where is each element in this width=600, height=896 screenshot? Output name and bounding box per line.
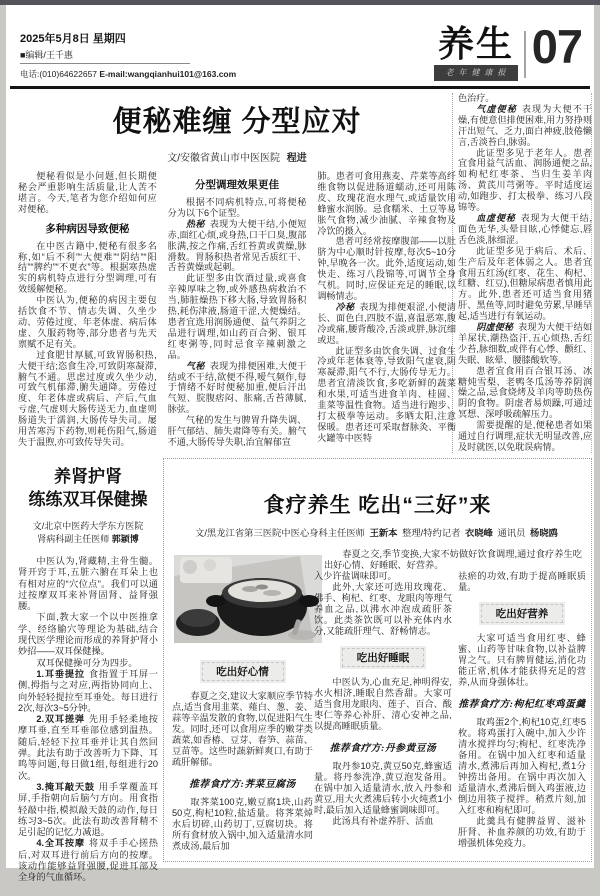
paragraph: 春夏之交,建议大家顺应季节特点,适当食用韭菜、薤白、葱、姜、蒜等辛温发散的食物,以促进阳气生发。同时,还可以食用应季的嫩芽类蔬菜,如香椿、豆芽、春笋、蒜苗、豆苗等。这些时蔬新鲜爽口,有助于疏肝解郁。 [172,691,313,767]
byline-author: 程进 [286,153,307,164]
paragraph: 此证型多由饮食失调、过食生冷或年老体衰等,导致阳气虚衰,阴寒凝滞,阳气不行,大肠传导无力。患者宜清淡饮食,多吃新鲜的蔬菜和水果,可适当进食羊肉、桂圆、韭菜等温性食物。适当进行跑步、打太极拳等运动。多晒太阳,注意保暖。患者还可采取督脉灸、平衡火罐等中医特 [317,345,457,443]
byline-title: 肾病科副主任医师 [37,534,110,544]
syndrome-term: 阴虚便秘 [476,322,514,333]
paragraph: 此证型多由饮酒过量,或喜食辛辣厚味之物,或外感热病救治不当,肺脏燥热下移大肠,导致胃肠积热,耗伤津液,肠道干涩,大便燥结。患者宜选用润肠通便、益气养阴之品进行调理,如山药百合粥、银耳红枣粥等,同时忌食辛辣刺激之品。 [167,273,307,360]
section-heading-nutrition: 吃出好营养 [479,602,565,625]
subheading: 多种病因导致便秘 [45,222,130,235]
byline-role: 通讯员 [497,528,526,538]
main-column-1 [18,171,157,448]
paragraph-text: 先用手轻柔地按摩耳垂,直至耳垂部位感到温热。随后,轻轻下拉耳垂并让其自然回弹。此法有助于改善听力下降、耳鸣等问题,每日做1组,每组进行20次。 [18,714,158,781]
paragraph [458,213,592,246]
diet-intro [324,549,582,571]
paragraph: 下面,教大家一个以中医推拿学、经络腧穴等理论为基础,结合现代医学理论而形成的养肾护肾小妙招——双耳保健操。 [18,612,158,657]
step-label: 3.掩耳敲天鼓 [36,781,95,792]
email-address: E-mail:wangqianhui101@163.com [99,69,237,79]
byline-affiliation: 文/北京中医药大学东方医院 [32,521,144,531]
step-label: 4.全耳按摩 [36,838,85,849]
paragraph: 中医认为,肾藏精,主骨生髓。肾开窍于耳,五脏六腑在耳朵上也有相对应的“穴位点”。我们可以通过按摩双耳来补肾固肾、益肾强腰。 [18,556,158,612]
paragraph-text: 表现为大便干结,小便短赤,面红心烦,或身热,口干口臭,腹部胀满,按之作痛,舌红苔黄或黄燥,脉滑数。胃肠积热者常见舌质红干、舌苔黄燥或起刺。 [167,218,307,273]
masthead-rule [10,86,590,89]
recipe-heading: 推荐食疗方:丹参黄豆汤 [329,743,437,754]
syndrome-term: 气虚便秘 [476,103,517,114]
section-name: 养生 [437,23,514,64]
paragraph: 色治疗。 [458,93,495,103]
section-logo [434,25,518,81]
paragraph-text: 表现为大便干结如羊屎状,潮热盗汗,五心烦热,舌红少苔,脉细数,或伴有心悸、颧红、失眠、眩晕、腰膝酸软等。 [458,322,592,365]
main-article-title: 便秘难缠 分型应对 [112,106,362,138]
byline-affiliation: 文/黑龙江省第三医院中医心身科主任医师 [195,528,365,538]
paragraph: 过食肥甘厚腻,可致胃肠积热,大便干结;恣食生冷,可致阴寒凝滞,腑气不通。思虑过度或久坐少动,可致气机郁滞,腑失通降。劳倦过度、年老体虚或病后、产后,气血亏虚,气虚则大肠传送无力,血虚则肠道失于濡润,大肠传导失司。屡用苦寒泻下药物,则耗伤阳气,肠道失于温煦,亦可致传导失司。 [18,349,157,447]
diet-column-1 [172,651,313,852]
paragraph: 气秘的发生与脾胃升降失调、肝气郁结、肺失肃降等有关。腑气不通,大肠传导失职,治宜解郁宣 [167,415,307,447]
paragraph: 根据不同病机特点,可将便秘分为以下6个证型。 [167,197,307,218]
page-number: 07 [531,20,582,73]
phone-number: 电话:(010)64622657 [20,69,98,79]
paragraph: 春夏之交,季节变换,大家不妨做好饮食调理,通过食疗养生吃出好心情、好睡眠、好营养。 [324,549,582,570]
issue-date: 2025年5月8日 星期四 [20,33,126,45]
diet-article-title: 食疗养生 吃出“三好”来 [263,494,492,517]
section-heading-mood: 吃出好心情 [200,660,286,683]
paragraph: 取荠菜100克,嫩豆腐1块,山药50克,枸杞10粒,盐适量。将荠菜焯水后切碎,山药切丁,豆腐切块。将所有食材放入锅中,加入适量清水同煮成汤,最后加 [172,797,313,851]
paragraph-text: 表现为排便艰涩,小便清长、面色白,四肢不温,喜温恶寒,腹冷或痛,腰背酸冷,舌淡或胖,脉沉细或迟。 [317,301,457,345]
paragraph [168,219,307,274]
paragraph-text: 表现为排便困难,大便干结或不干结,欲便不得,嗳气频作,每于情绪不好时便秘加重,便后汗出气短、脘腹痞闷、胀痛,舌苔薄腻,脉弦。 [167,360,307,415]
contact-line [20,68,236,80]
recipe-heading: 推荐食疗方:荠菜豆腐汤 [189,779,296,790]
paragraph [18,782,158,838]
diet-column-3 [458,571,586,849]
byline-author: 郭颖博 [111,534,139,544]
paragraph-text: 食指置于耳屏一侧,拇指与之对应,两指协同向上、向外轻轻提拉至耳垂处。每日进行2次,每次3~5分钟。 [18,668,158,713]
paragraph: 肺。患者可食用燕麦、芹菜等高纤维食物以促进肠道蠕动,还可用陈皮、玫瑰花泡水理气,或适量饮用蜂蜜水润肠。忌食糯米、土豆等易胀气食物,减少油腻、辛辣食物及冷饮的摄入。 [317,171,457,236]
logo-divider [524,31,526,78]
step-label: 2.双耳搓弹 [36,714,85,725]
paragraph: 祛瘀的功效,有助于提高睡眠质量。 [458,571,586,592]
paragraph: 便秘看似是小问题,但长期便秘会严重影响生活质量,让人苦不堪言。今天,笔者为您介绍如何应对便秘。 [18,171,157,214]
paragraph [18,838,158,883]
syndrome-term: 冷秘 [335,301,355,312]
editor-credit: ■编辑/王千惠 [20,50,73,60]
main-column-2 [168,171,307,448]
paragraph: 此证型多见于病后、术后、生产后及年老体弱之人。患者宜食用五红汤(红枣、花生、枸杞、红糖、红豆),但糖尿病患者慎用此方。此外,患者还可适当食用猪肝、黑鱼等,同时避免劳累,早睡早起,适当进行有氧运动。 [458,245,592,322]
paragraph: 此汤具有补虚养肝、活血 [332,816,434,826]
byline-author: 衣晓峰 [465,528,493,538]
byline-author-line [18,533,158,546]
main-article-byline [18,149,456,164]
main-article-columns [18,171,456,448]
paragraph [18,669,158,714]
byline-author: 杨晓鸥 [530,528,558,538]
paragraph [18,714,158,782]
paragraph-text: 将双手手心搓热后,对双耳进行前后方向的按摩。该动作能够益肾强腰,促进耳部及全身的气血循环。 [18,838,158,883]
kidney-article-byline [18,520,158,546]
diet-article-byline [164,525,591,539]
paragraph: 大家可适当食用红枣、蜂蜜、山药等甘味食物,以补益脾胃之气。只有脾胃健运,消化功能正常,机体才能获得充足的营养,从而身强体壮。 [458,633,586,687]
paragraph: 此羹具有健脾益胃、滋补肝肾、补血养颜的功效,有助于增强机体免疫力。 [458,816,586,848]
dish-photo [174,555,322,643]
paragraph: 取鸡蛋2个,枸杞10克,红枣5枚。将鸡蛋打入碗中,加入少许清水搅拌均匀;枸杞、红枣洗净备用。在锅中加入红枣和适量清水,煮沸后再加入枸杞,煮1分钟捞出备用。在锅中再次加入适量清水,煮沸后倒入鸡蛋液,边倒边用筷子搅拌。稍煮片刻,加入红枣和枸杞即可。 [458,717,586,815]
paragraph: 需要提醒的是,便秘患者如果通过自行调理,症状无明显改善,应及时就医,以免耽误病情。 [458,420,592,452]
paragraph-text: 用手掌覆盖耳屏,手指朝向后脑勺方向。用食指轻敲中指,模拟敲天鼓的动作,每日练习3~5次。此法有助改善肾精不足引起的记忆力减退。 [18,781,159,838]
paragraph: 取丹参10克,黄豆50克,蜂蜜适量。将丹参洗净,黄豆泡发备用。在锅中加入适量清水,放入丹参和黄豆,用大火煮沸后转小火炖煮1小时,最后加入适量蜂蜜调味即可。 [314,761,452,815]
paragraph: 中医认为,心血充足,神明得安,水火相济,睡眠自然香甜。大家可适当食用龙眼肉、莲子、百合、酸枣仁等养心补肝、清心安神之品,以提高睡眠质量。 [314,677,452,731]
kidney-article-title [18,465,158,511]
paragraph: 中医认为,便秘的病因主要包括饮食不节、情志失调、久坐少动、劳倦过度、年老体虚、病后体虚、久服药物等,部分患者与先天禀赋不足有关。 [18,295,157,349]
paper-sheet [6,5,594,883]
byline-author: 王新本 [369,528,398,538]
subheading: 分型调理效果更佳 [195,179,279,191]
byline-affiliation: 文/安徽省黄山市中医医院 [167,153,280,164]
kidney-article [18,465,158,884]
section-subname: 老年健康报 [434,65,518,81]
syndrome-term: 气秘 [185,360,205,371]
main-column-3 [317,171,456,448]
paragraph: 此外,大家还可选用玫瑰花、佛手、枸杞、红枣、龙眼肉等理气养血之品,以沸水冲泡成疏肝茶饮。此类茶饮既可以补充体内水分,又能疏肝理气、舒畅情志。 [314,582,452,636]
syndrome-term: 热秘 [185,218,205,229]
main-column-4 [458,93,592,453]
paragraph [168,361,307,416]
paragraph [458,322,592,366]
diet-column-2 [314,571,452,827]
paragraph-text: 表现为大便不干燥,有便意但排便困难,用力努挣则汗出短气、乏力,面白神疲,肢倦懒言,舌淡苔白,脉弱。 [458,103,592,147]
syndrome-term: 血虚便秘 [476,212,516,223]
paragraph: 此证型多见于老年人。患者宜食用益气活血、润肠通便之品,如枸杞红枣茶、当归生姜羊肉汤、黄芪川芎粥等。平时适度运动,如跑步、打太极拳、练习八段锦等。 [458,147,592,213]
section-heading-sleep: 吃出好睡眠 [340,646,426,669]
masthead-divider [20,63,190,64]
title-line-2: 练练双耳保健操 [28,490,148,509]
paragraph-text: 表现为大便干结,面色无华,头晕目眩,心悸健忘,唇舌色淡,脉细涩。 [458,212,592,245]
paragraph [458,104,592,148]
step-label: 1.耳垂提拉 [36,668,85,679]
diet-article-box [163,458,592,862]
dish-photo-graphic [174,555,322,643]
paragraph [317,302,456,346]
paragraph: 患者可经常按摩腹部——以肚脐为中心顺时针按摩,每次5~10分钟,早晚各一次。此外,适度运动,如快走、练习八段锦等,可调节全身气机。同时,应保证充足的睡眠,以调畅情志。 [317,236,457,301]
byline-role: 整理/特约记者 [402,528,461,538]
paragraph: 双耳保健操可分为四步。 [36,657,138,668]
paragraph: 在中医古籍中,便秘有很多名称,如“后不利”“大便难”“阴结”“阳结”“脾约”“不更衣”等。根据寒热虚实的病机特点进行分型调理,可有效缓解便秘。 [18,240,157,295]
paragraph: 患者宜食用百合银耳汤、冰糖炖雪梨、老鸭冬瓜汤等养阴润燥之品,忌食烧烤及羊肉等助热伤阴的食物。阴虚者易烦躁,可通过冥想、深呼吸疏解压力。 [458,365,592,420]
title-line-1: 养肾护肾 [54,467,122,486]
recipe-heading: 推荐食疗方:枸杞红枣鸡蛋羹 [458,699,586,710]
paragraph: 入少许盐调味即可。 [314,571,397,581]
